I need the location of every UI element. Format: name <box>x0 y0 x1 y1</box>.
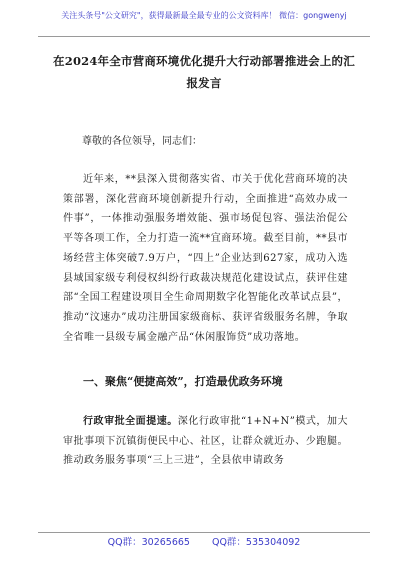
section-heading: 一、聚焦“便捷高效”，打造最优政务环境 <box>83 375 283 388</box>
document-title: 在2024年全市营商环境优化提升大行动部署推进会上的汇报发言 <box>53 54 355 90</box>
section-body: 深化行政审批“1+N+N”模式，加大审批事项下沉镇街便民中心、社区，让群众就近办、少跑腿。推动政务服务事项“三上三进”，全县依申请政务 <box>63 416 348 467</box>
footer-contacts <box>40 536 368 550</box>
footer-divider <box>38 532 370 533</box>
footer-qq-group-2: QQ群：535304092 <box>211 537 301 548</box>
salutation: 尊敬的各位领导，同志们： <box>82 136 202 147</box>
footer-qq-group-1: QQ群：30265665 <box>107 537 190 548</box>
header-banner: 关注头条号"公文研究"，获得最新最全最专业的公文资料库！ 微信：gongwenyj <box>61 11 347 20</box>
header-divider <box>38 36 370 37</box>
section-lead: 行政审批全面提速。 <box>83 416 178 427</box>
section-paragraph <box>63 412 348 471</box>
intro-paragraph: 近年来，**县深入贯彻落实省、市关于优化营商环境的决策部署，深化营商环境创新提升行动，全面推进“高效办成一件事”，一体推动强服务增效能、强市场促包容、强法治促公平等各项工作，全力打造一流**宜商环境。截至目前，**县市场经营主体突破7.9万户，“四上”企业达到627家，成功入选县域国家级专利侵权纠纷行政裁决规范化建设试点，获评住建部“全国工程建设项目全生命周期数字化智能化改革试点县”，推动“汶速办”成功注册国家级商标、获评省级服务名牌，争取全省唯一县级专属金融产品“休闲服饰贷”成功落地。 <box>63 174 348 343</box>
